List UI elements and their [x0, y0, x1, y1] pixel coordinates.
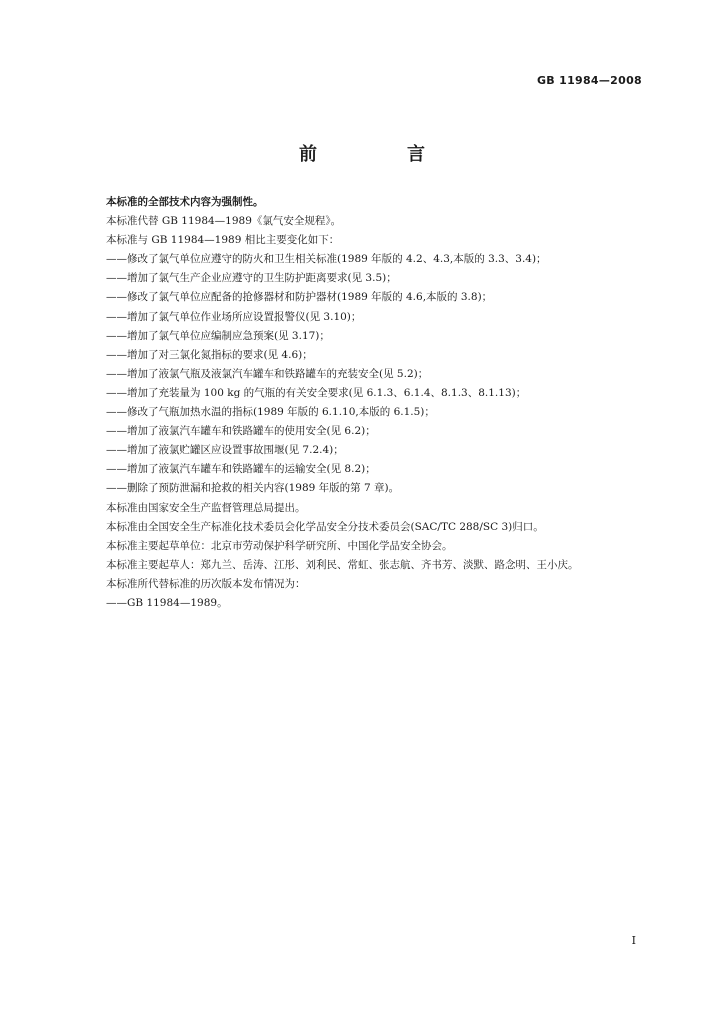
change-item: ——增加了氯气生产企业应遵守的卫生防护距离要求(见 3.5)； — [106, 272, 397, 285]
history-item: ——GB 11984—1989。 — [106, 596, 228, 609]
change-item: ——增加了液氯气瓶及液氯汽车罐车和铁路罐车的充装安全(见 5.2)； — [106, 367, 429, 380]
page-number: I — [631, 934, 636, 947]
change-item: ——删除了预防泄漏和抢救的相关内容(1989 年版的第 7 章)。 — [106, 482, 400, 495]
paragraph-history-intro: 本标准所代替标准的历次版本发布情况为： — [106, 577, 306, 590]
standard-code: GB 11984—2008 — [536, 74, 642, 87]
change-item: ——增加了氯气单位作业场所应设置报警仪(见 3.10)； — [106, 310, 362, 323]
paragraph-mandatory-statement: 本标准的全部技术内容为强制性。 — [106, 196, 264, 208]
change-item: ——增加了对三氯化氮指标的要求(见 4.6)； — [106, 348, 313, 361]
change-item: ——增加了液氯汽车罐车和铁路罐车的运输安全(见 8.2)； — [106, 463, 376, 476]
change-item: ——增加了氯气单位应编制应急预案(见 3.17)； — [106, 329, 330, 342]
paragraph-drafting-units: 本标准主要起草单位：北京市劳动保护科学研究所、中国化学品安全协会。 — [106, 539, 453, 552]
foreword-body — [106, 193, 666, 613]
change-item: ——增加了充装量为 100 kg 的气瓶的有关安全要求(见 6.1.3、6.1.4、8.1.3、8.1.13)； — [106, 386, 527, 399]
change-item: ——修改了氯气单位应配备的抢修器材和防护器材(1989 年版的 4.6,本版的 3.8)； — [106, 291, 493, 304]
paragraph-replaces: 本标准代替 GB 11984—1989《氯气安全规程》。 — [106, 215, 342, 228]
change-item: ——修改了气瓶加热水温的指标(1989 年版的 6.1.10,本版的 6.1.5)； — [106, 406, 435, 419]
change-item: ——增加了液氯汽车罐车和铁路罐车的使用安全(见 6.2)； — [106, 425, 376, 438]
page-title: 前 言 — [299, 144, 461, 165]
paragraph-changes-intro: 本标准与 GB 11984—1989 相比主要变化如下： — [106, 234, 340, 247]
paragraph-technical-committee: 本标准由全国安全生产标准化技术委员会化学品安全分技术委员会(SAC/TC 288/SC 3)归口。 — [106, 520, 544, 533]
change-item: ——增加了液氯贮罐区应设置事故围堰(见 7.2.4)； — [106, 444, 344, 457]
paragraph-drafters: 本标准主要起草人：郑九兰、岳涛、江彤、刘利民、常虹、张志航、齐书芳、淡默、路念明、王小庆。 — [106, 558, 579, 571]
paragraph-proposed-by: 本标准由国家安全生产监督管理总局提出。 — [106, 501, 306, 514]
change-item: ——修改了氯气单位应遵守的防火和卫生相关标准(1989 年版的 4.2、4.3,本版的 3.3、3.4)； — [106, 253, 547, 266]
